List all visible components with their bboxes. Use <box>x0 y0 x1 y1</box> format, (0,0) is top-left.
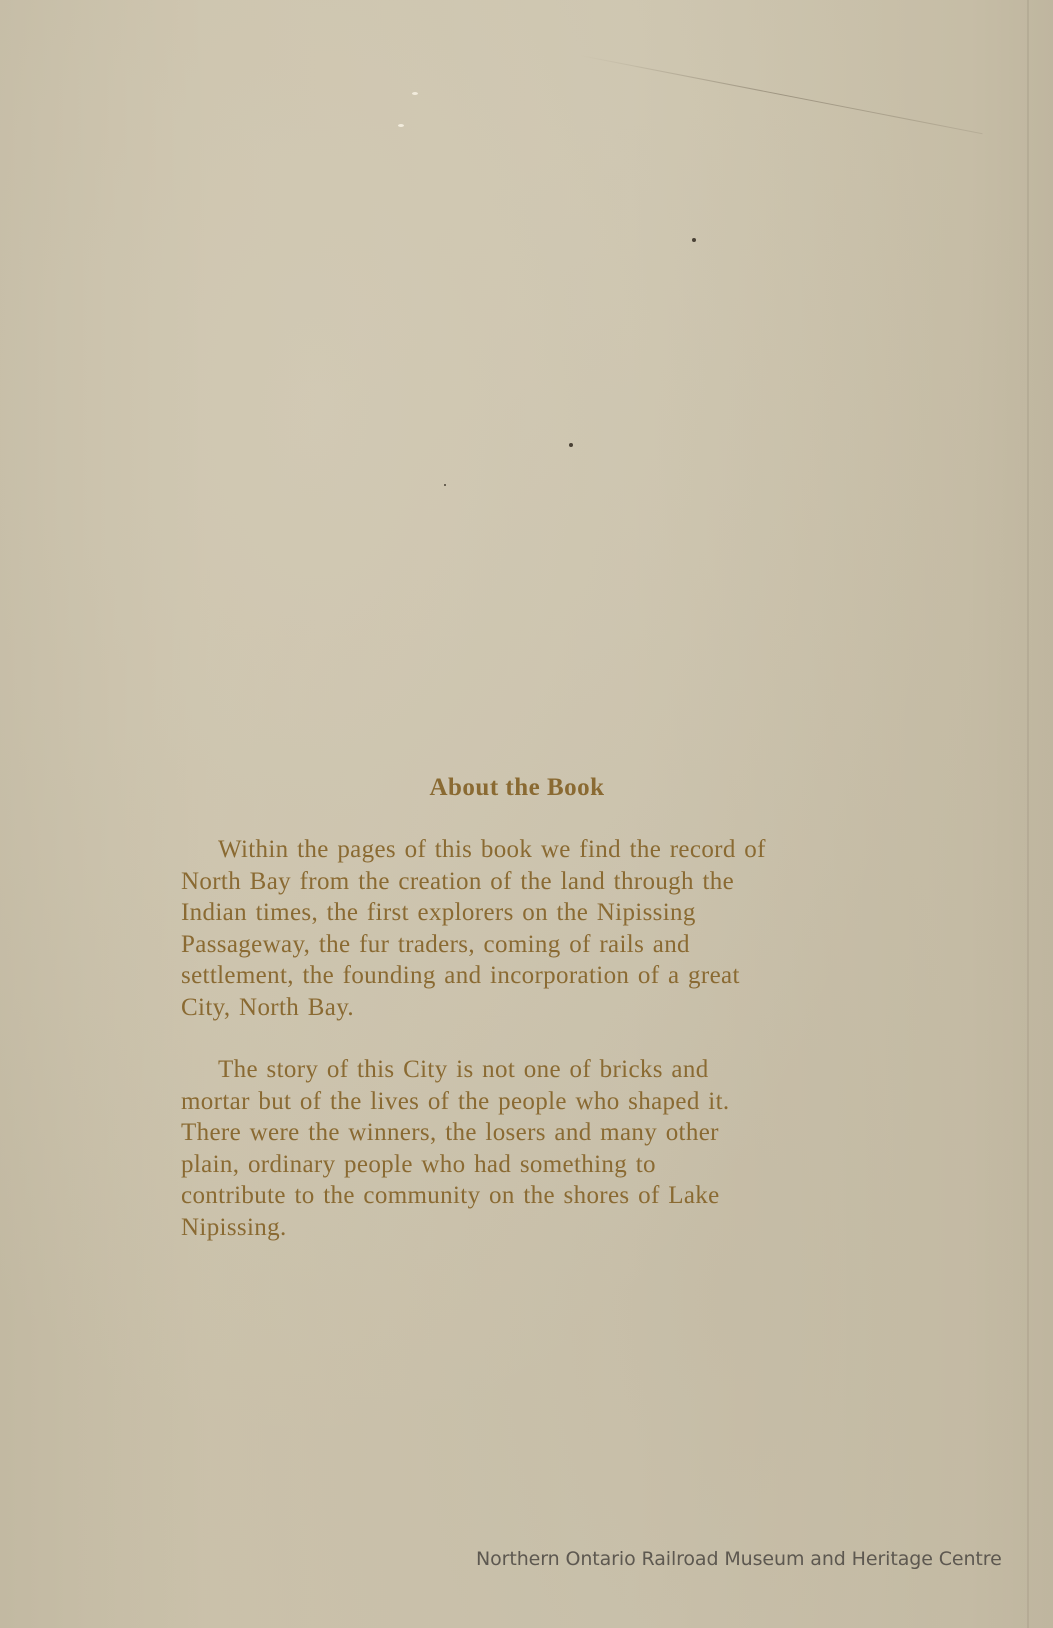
dust-speck <box>569 443 573 447</box>
dust-speck <box>412 92 418 95</box>
text-line: North Bay from the creation of the land through the <box>181 867 735 895</box>
surface-scratch <box>580 55 983 134</box>
paragraph-2 <box>181 1054 881 1243</box>
dust-speck <box>398 124 404 127</box>
text-line: plain, ordinary people who had something to <box>181 1150 656 1178</box>
text-line: Within the pages of this book we find the record of <box>218 836 766 863</box>
text-line: There were the winners, the losers and many other <box>181 1119 719 1146</box>
text-line: contribute to the community on the shores of Lake <box>181 1182 720 1209</box>
text-line: City, North Bay. <box>181 993 355 1021</box>
section-heading: About the Book <box>429 774 605 801</box>
text-line: Passageway, the fur traders, coming of rails and <box>181 930 690 958</box>
text-line: Indian times, the first explorers on the Nipissing <box>181 899 696 926</box>
text-line: mortar but of the lives of the people who shaped it. <box>181 1087 730 1115</box>
dust-speck <box>444 484 446 486</box>
about-section <box>181 774 881 1274</box>
text-line: The story of this City is not one of bricks and <box>218 1056 709 1083</box>
watermark-credit: Northern Ontario Railroad Museum and Heritage Centre <box>476 1548 1002 1570</box>
dust-speck <box>692 238 696 242</box>
text-line: Nipissing. <box>181 1213 287 1241</box>
text-line: settlement, the founding and incorporation of a great <box>181 962 740 989</box>
page-edge-line <box>1027 0 1029 1628</box>
paragraph-1 <box>181 834 881 1023</box>
